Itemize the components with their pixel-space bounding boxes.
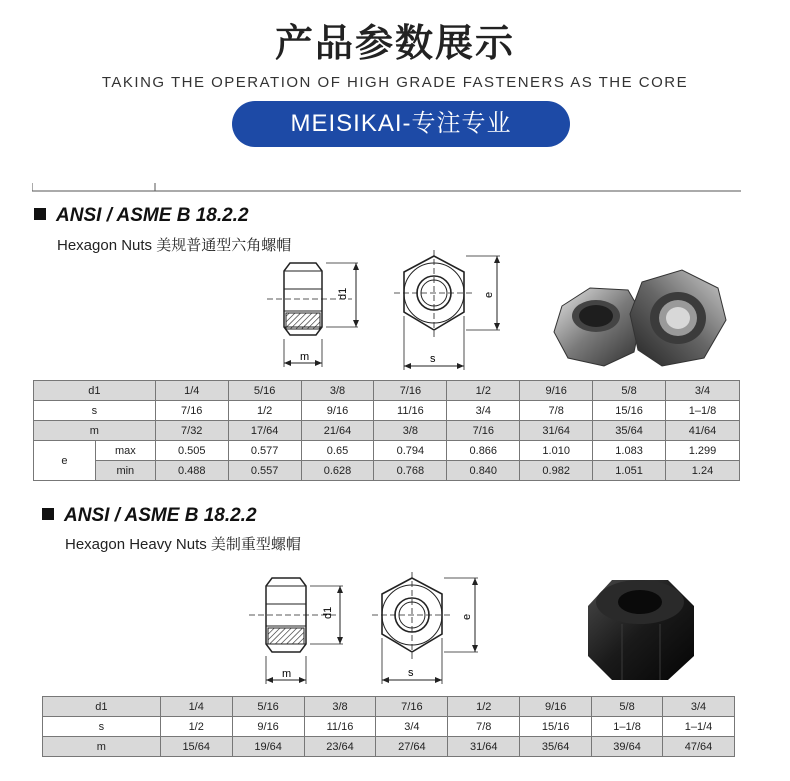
table-cell: 0.982 [520, 461, 593, 481]
table-cell: 3/4 [376, 717, 448, 737]
table-row [34, 381, 740, 401]
table-cell: 23/64 [304, 737, 376, 757]
page-title: 产品参数展示 [274, 21, 515, 65]
section1-name: Hexagon Nuts 美规普通型六角螺帽 [57, 237, 292, 254]
table-cell: 9/16 [520, 697, 592, 717]
top-divider [32, 183, 741, 193]
table-cell: 19/64 [232, 737, 304, 757]
table-cell: 5/8 [592, 697, 663, 717]
table-cell: 5/8 [593, 381, 666, 401]
table-cell: 1.24 [666, 461, 740, 481]
table-row [43, 717, 735, 737]
table-cell: 1–1/4 [663, 717, 735, 737]
table-cell: 3/4 [663, 697, 735, 717]
table-cell: 15/16 [593, 401, 666, 421]
table-cell: 1/2 [228, 401, 301, 421]
table-cell: 39/64 [592, 737, 663, 757]
square-bullet-icon [34, 208, 46, 220]
table-cell: 0.557 [228, 461, 301, 481]
nut-side-view-diagram [262, 255, 372, 370]
table-row [34, 461, 740, 481]
table-cell: 7/32 [155, 421, 228, 441]
dim-m-label: m [300, 351, 310, 363]
table-cell: 1/2 [160, 717, 232, 737]
table-cell: 1.051 [593, 461, 666, 481]
page-subtitle: TAKING THE OPERATION OF HIGH GRADE FASTENERS AS THE CORE [101, 74, 689, 91]
table-cell: 5/16 [228, 381, 301, 401]
row-sublabel: max [95, 441, 155, 461]
row-label: d1 [43, 697, 161, 717]
row-label: d1 [34, 381, 156, 401]
table-cell: 31/64 [520, 421, 593, 441]
dim-m-label: m [282, 668, 292, 680]
section2-standard [42, 505, 257, 527]
table-cell: 3/4 [447, 401, 520, 421]
table-cell: 0.488 [155, 461, 228, 481]
table-cell: 7/16 [447, 421, 520, 441]
table-cell: 0.866 [447, 441, 520, 461]
table-cell: 3/8 [301, 381, 374, 401]
table-cell: 1–1/8 [666, 401, 740, 421]
table-cell: 1/2 [448, 697, 520, 717]
row-label: s [43, 717, 161, 737]
table-cell: 9/16 [520, 381, 593, 401]
dim-d1-label: d1 [322, 606, 334, 619]
row-label: s [34, 401, 156, 421]
table-cell: 3/8 [374, 421, 447, 441]
table-cell: 1/4 [160, 697, 232, 717]
table-cell: 35/64 [520, 737, 592, 757]
row-label: m [34, 421, 156, 441]
table-cell: 9/16 [301, 401, 374, 421]
table-cell: 1.010 [520, 441, 593, 461]
table-cell: 0.768 [374, 461, 447, 481]
table-cell: 17/64 [228, 421, 301, 441]
table-cell: 1.083 [593, 441, 666, 461]
table-cell: 1–1/8 [592, 717, 663, 737]
dim-s-label: s [408, 667, 414, 679]
table-cell: 31/64 [448, 737, 520, 757]
section2-standard-text: ANSI / ASME B 18.2.2 [64, 505, 257, 526]
table-cell: 7/8 [520, 401, 593, 421]
row-sublabel: min [95, 461, 155, 481]
table-cell: 5/16 [232, 697, 304, 717]
table-cell: 1.299 [666, 441, 740, 461]
table-cell: 1/2 [447, 381, 520, 401]
table-cell: 0.794 [374, 441, 447, 461]
table-cell: 27/64 [376, 737, 448, 757]
table-cell: 7/16 [374, 381, 447, 401]
dim-e-label: e [461, 613, 473, 620]
table-row [43, 697, 735, 717]
square-bullet-icon [42, 508, 54, 520]
table-row [34, 401, 740, 421]
table-cell: 11/16 [304, 717, 376, 737]
nut-top-view-diagram [392, 250, 512, 375]
row-label: e [34, 441, 96, 481]
table-cell: 1/4 [155, 381, 228, 401]
table-cell: 9/16 [232, 717, 304, 737]
table-cell: 11/16 [374, 401, 447, 421]
section1-standard-text: ANSI / ASME B 18.2.2 [56, 205, 249, 226]
row-label: m [43, 737, 161, 757]
section2-name: Hexagon Heavy Nuts 美制重型螺帽 [65, 536, 301, 553]
table-cell: 0.65 [301, 441, 374, 461]
table-row [34, 441, 740, 461]
table-cell: 47/64 [663, 737, 735, 757]
table-cell: 7/8 [448, 717, 520, 737]
heavy-nut-side-view-diagram [245, 572, 355, 687]
dim-e-label: e [483, 291, 495, 298]
table-cell: 7/16 [376, 697, 448, 717]
brand-pill: MEISIKAI-专注专业 [232, 101, 570, 147]
table-cell: 41/64 [666, 421, 740, 441]
heavy-nut-top-view-diagram [372, 572, 492, 687]
table-cell: 3/8 [304, 697, 376, 717]
table-cell: 0.505 [155, 441, 228, 461]
section2-spec-table [42, 696, 735, 757]
dim-d1-label: d1 [337, 287, 349, 300]
table-cell: 3/4 [666, 381, 740, 401]
table-cell: 0.577 [228, 441, 301, 461]
table-cell: 15/16 [520, 717, 592, 737]
table-cell: 15/64 [160, 737, 232, 757]
table-cell: 0.628 [301, 461, 374, 481]
dim-s-label: s [430, 353, 436, 365]
silver-hex-nuts-photo [550, 266, 730, 376]
table-row [34, 421, 740, 441]
section1-spec-table [33, 380, 740, 481]
table-row [43, 737, 735, 757]
black-heavy-hex-nut-photo [582, 572, 702, 687]
section1-standard [34, 205, 249, 227]
table-cell: 0.840 [447, 461, 520, 481]
table-cell: 7/16 [155, 401, 228, 421]
table-cell: 35/64 [593, 421, 666, 441]
table-cell: 21/64 [301, 421, 374, 441]
